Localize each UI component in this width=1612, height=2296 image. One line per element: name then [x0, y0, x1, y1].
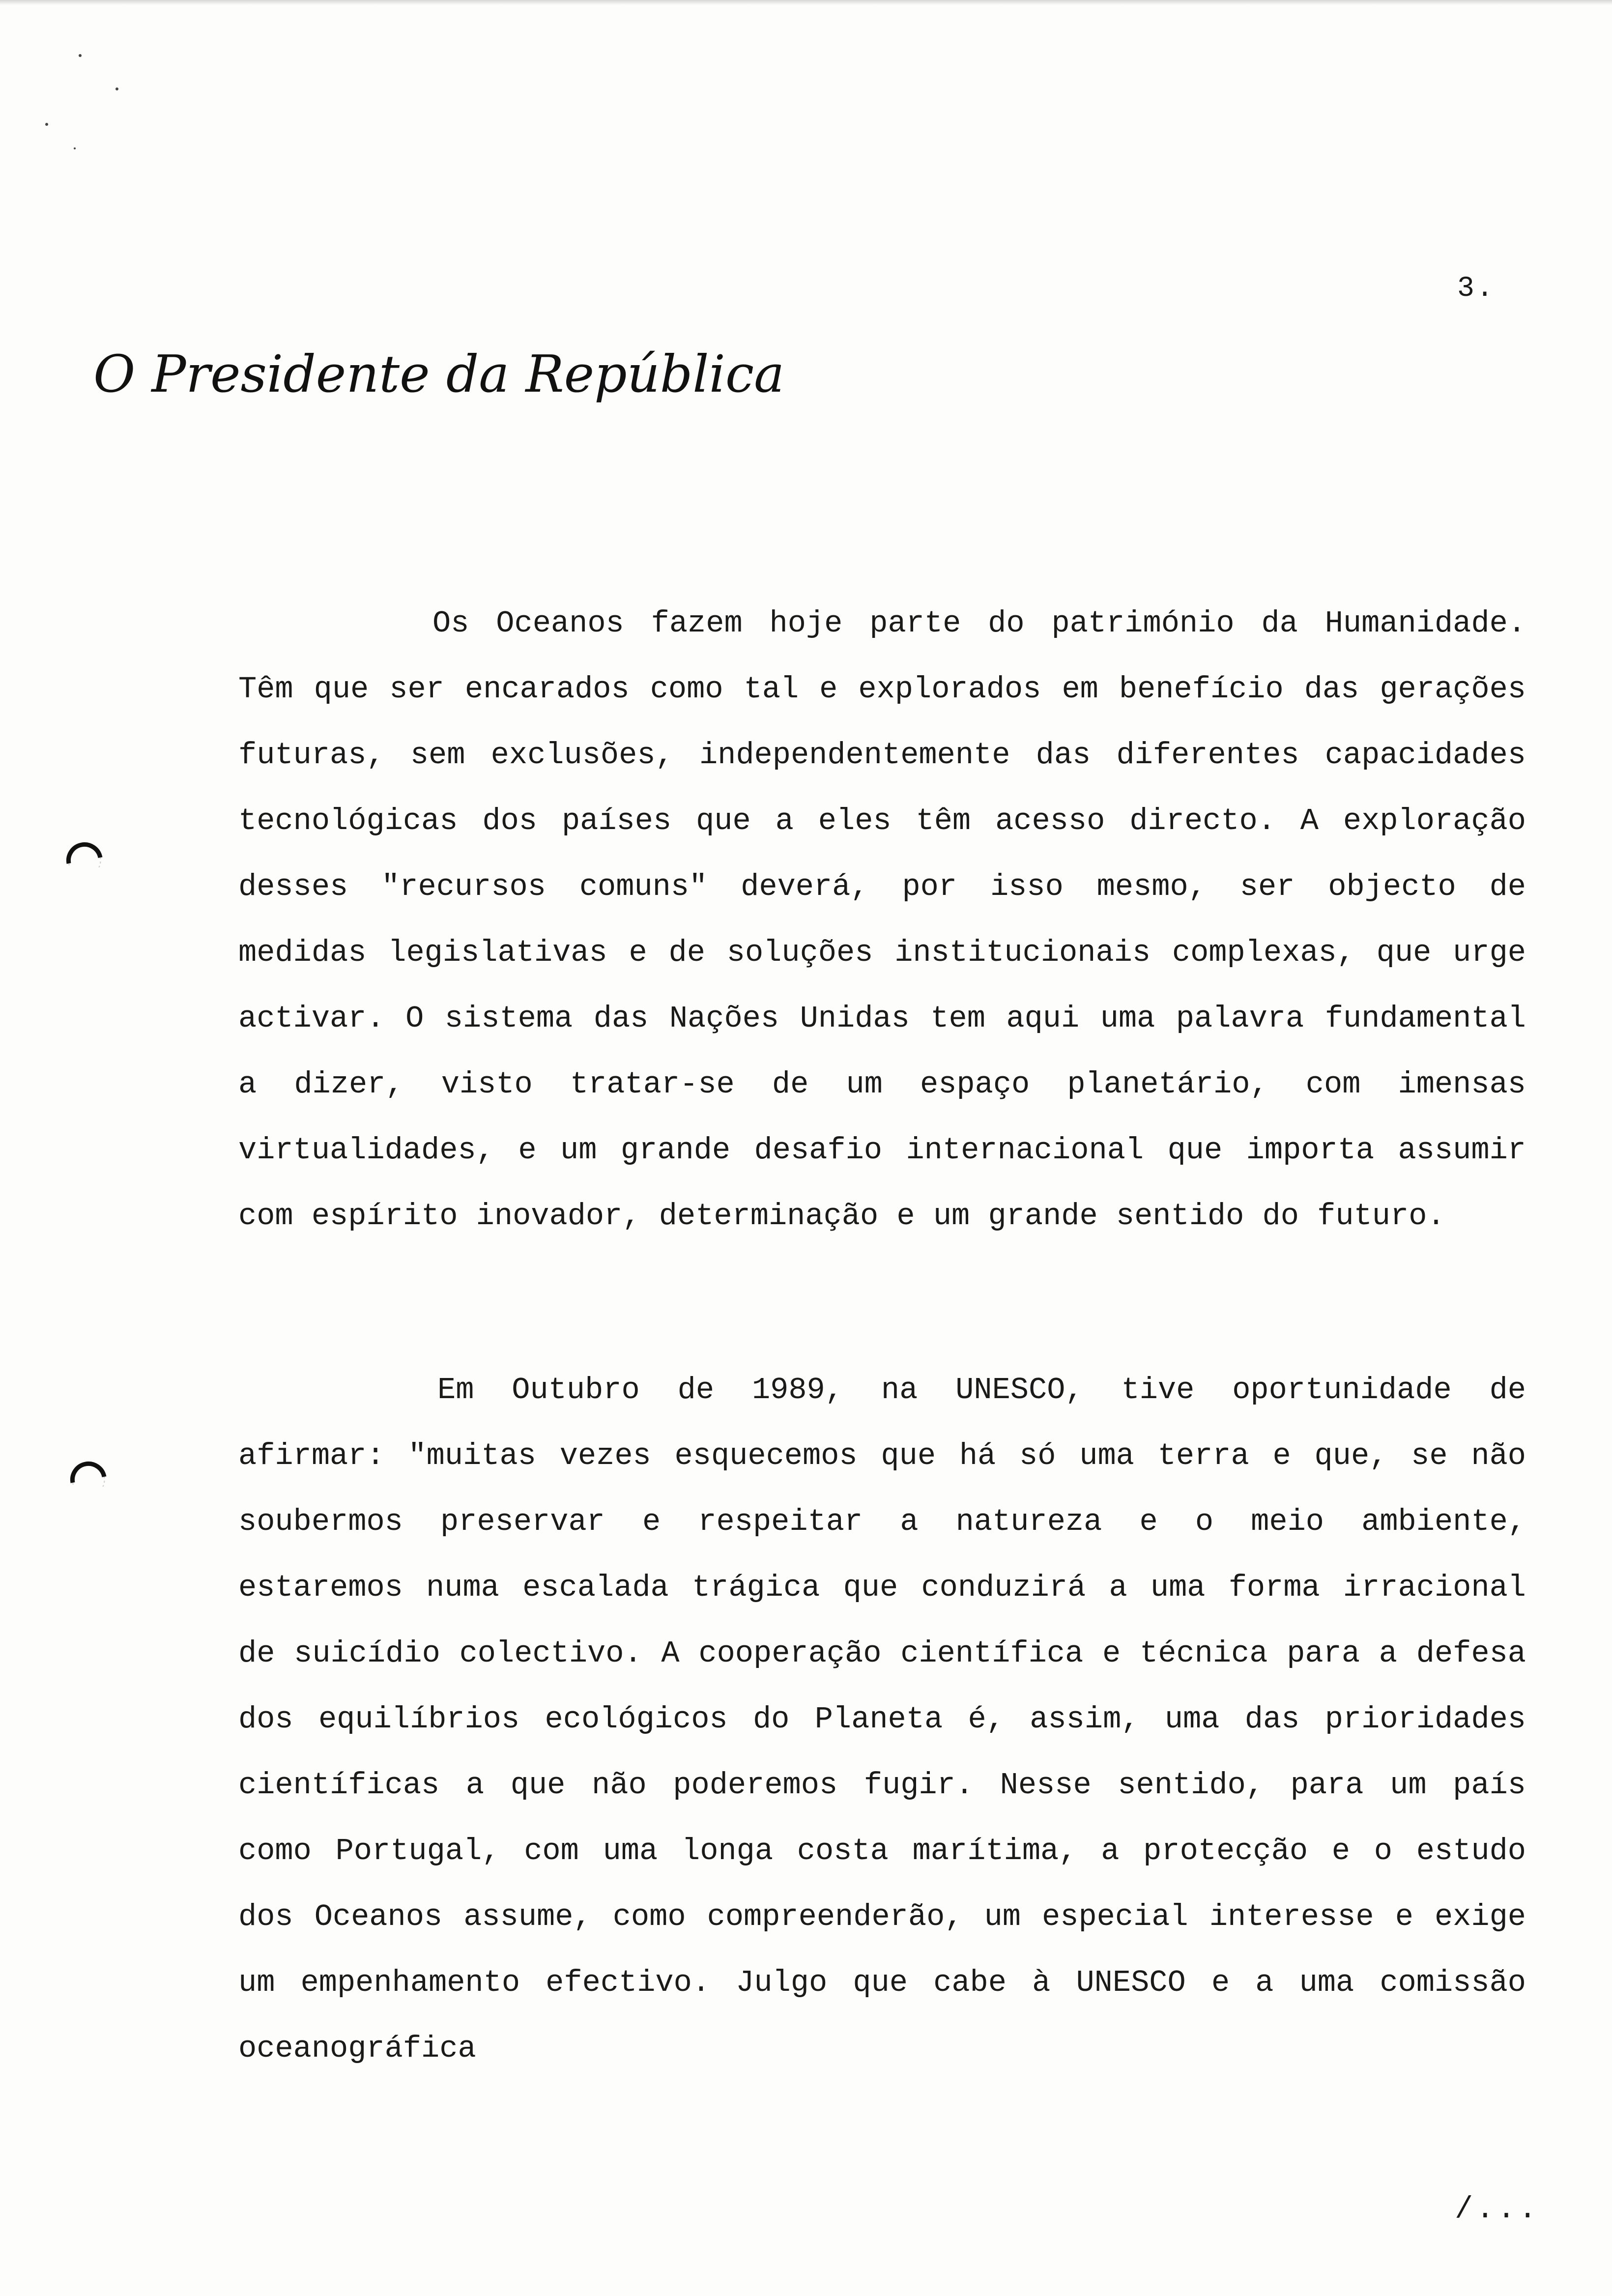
scan-edge	[0, 0, 1612, 5]
scan-speck	[74, 147, 76, 149]
body-paragraph: Os Oceanos fazem hoje parte do património da Humanidade. Têm que ser encarados como tal e explorados em benefício das gerações futuras, sem exclusões, independentemente das diferentes capacidades tecnológicas dos países que a eles têm acesso directo. A exploração desses "recursos comuns" deverá, por isso mesmo, ser objecto de medidas legislativas e de soluções institucionais complexas, que urge activar. O sistema das Nações Unidas tem aqui uma palavra fundamental a dizer, visto tratar-se de um espaço planetário, com imensas virtualidades, e um grande desafio internacional que importa assumir com espírito inovador, determinação e um grande sentido do futuro.	[238, 606, 1526, 1234]
letterhead-logo: O Presidente da República	[93, 344, 785, 404]
body-paragraph: Em Outubro de 1989, na UNESCO, tive oportunidade de afirmar: "muitas vezes esquecemos que há só uma terra e que, se não soubermos preservar e respeitar a natureza e o meio ambiente, estaremos numa escalada trágica que conduzirá a uma forma irracional de suicídio colectivo. A cooperação científica e técnica para a defesa dos equilíbrios ecológicos do Planeta é, assim, uma das prioridades científicas a que não poderemos fugir. Nesse sentido, para um país como Portugal, com uma longa costa marítima, a protecção e o estudo dos Oceanos assume, como compreenderão, um especial interesse e exige um empenhamento efectivo. Julgo que cabe à UNESCO e a uma comissão oceanográfica	[238, 1373, 1526, 2066]
punch-hole-icon	[69, 1447, 108, 1487]
scan-speck	[79, 54, 82, 57]
scan-speck	[115, 87, 118, 90]
punch-hole-icon	[65, 828, 104, 867]
scan-speck	[45, 123, 48, 126]
page-number: 3.	[1457, 273, 1496, 305]
continuation-mark: /...	[1455, 2192, 1540, 2227]
